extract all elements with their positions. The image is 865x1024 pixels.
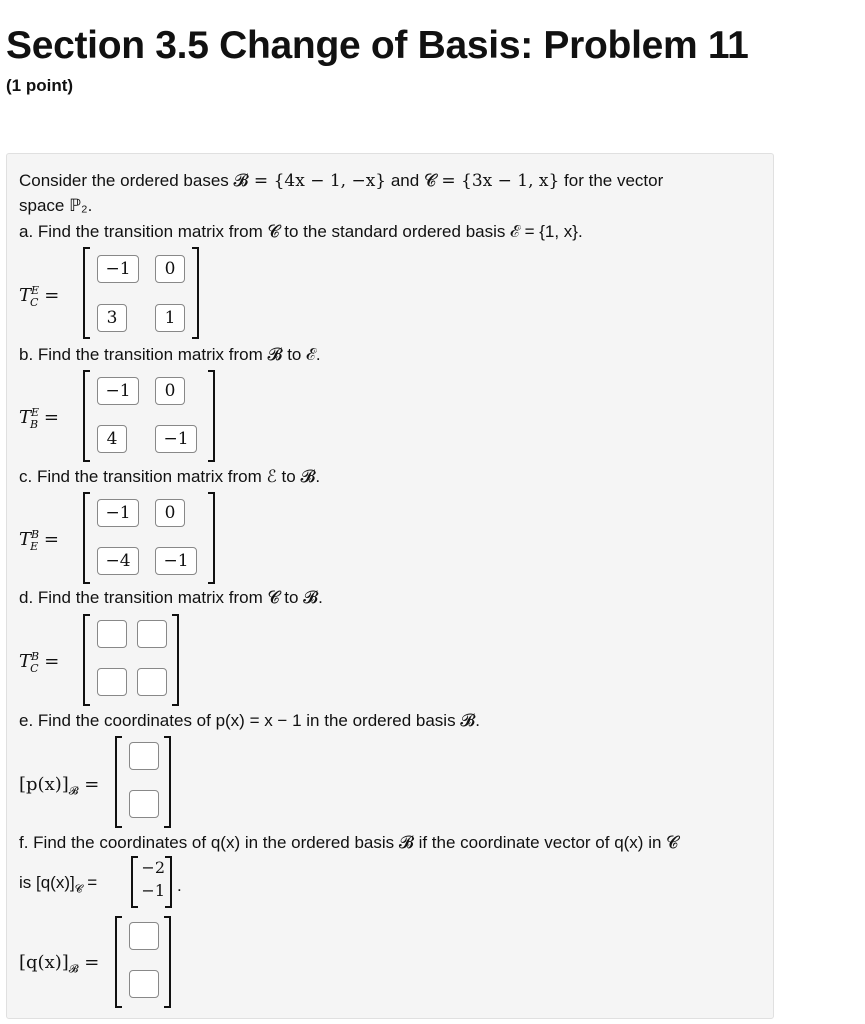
part-a-bracket-right [192, 247, 199, 339]
part-f-given-value-1: −2 [141, 858, 165, 877]
part-f-label: $[q(x)]_𝓑$ = [19, 952, 100, 976]
part-d-label-sup: B [31, 650, 40, 663]
page-title: Section 3.5 Change of Basis: Problem 11 [6, 24, 749, 67]
part-a-cell-21[interactable]: 3 [97, 304, 127, 332]
part-e-label-sub: 𝓑 [68, 784, 79, 798]
part-e-label: $[p(x)]_𝓑$ = [19, 774, 100, 798]
part-f-label-main: [q(x)] [19, 952, 69, 973]
part-c-label-sup: B [31, 528, 40, 541]
part-c-cell-12[interactable]: 0 [155, 499, 185, 527]
part-f-prompt: f. Find the coordinates of q(x) in the ordered basis 𝓑 if the coordinate vector of q(x) in 𝓒 [19, 833, 679, 852]
part-b-bracket-left [83, 370, 90, 462]
part-b-label-sub: B [30, 417, 39, 431]
part-c-cell-22[interactable]: −1 [155, 547, 197, 575]
part-d-cell-21[interactable] [97, 668, 127, 696]
part-b-label-t: T [19, 407, 32, 428]
part-a-bracket-left [83, 247, 90, 339]
part-b-prompt: b. Find the transition matrix from 𝓑 to ℰ. [19, 345, 321, 364]
part-b-cell-22[interactable]: −1 [155, 425, 197, 453]
part-a-label-sup: E [31, 284, 40, 297]
part-d-label-sub: C [30, 661, 39, 675]
part-f-given-bracket-right [165, 856, 172, 908]
part-d-bracket-left [83, 614, 90, 706]
basis-c-def: 𝓒 = {3x − 1, x} [423, 171, 560, 191]
points-label: (1 point) [6, 76, 74, 95]
part-f-bracket-right [164, 916, 171, 1008]
part-b-cell-11[interactable]: −1 [97, 377, 139, 405]
part-a-label: $T^E_C$ = [19, 284, 60, 309]
part-d-cell-11[interactable] [97, 620, 127, 648]
part-e-prompt: e. Find the coordinates of p(x) = x − 1 in the ordered basis 𝓑. [19, 711, 481, 730]
part-f-cell-1[interactable] [129, 922, 159, 950]
part-c-label: $T^B_E$ = [19, 528, 59, 553]
part-a-label-t: T [19, 285, 32, 306]
part-d-label: $T^B_C$ = [19, 650, 60, 675]
part-b-label: $T^E_B$ = [19, 406, 59, 431]
part-e-bracket-left [115, 736, 122, 828]
part-e-label-main: [p(x)] [19, 774, 69, 795]
part-e-cell-2[interactable] [129, 790, 159, 818]
part-a-cell-12[interactable]: 0 [155, 255, 185, 283]
part-c-bracket-right [208, 492, 215, 584]
part-c-label-t: T [19, 529, 32, 550]
part-e-bracket-right [164, 736, 171, 828]
part-b-label-sup: E [31, 406, 40, 419]
part-c-prompt: c. Find the transition matrix from ℰ to 𝓑. [19, 467, 321, 486]
part-a-prompt: a. Find the transition matrix from 𝓒 to the standard ordered basis ℰ = {1, x}. [19, 222, 583, 241]
part-b-bracket-right [208, 370, 215, 462]
basis-b-def: 𝓑 = {4x − 1, −x} [233, 171, 387, 191]
part-f-given-value-2: −1 [141, 881, 165, 900]
part-c-cell-21[interactable]: −4 [97, 547, 139, 575]
part-e-cell-1[interactable] [129, 742, 159, 770]
part-d-prompt: d. Find the transition matrix from 𝓒 to 𝓑. [19, 588, 323, 607]
part-b-cell-21[interactable]: 4 [97, 425, 127, 453]
part-f-given: is $[q(x)]_𝓒$ = [19, 873, 98, 896]
part-b-cell-12[interactable]: 0 [155, 377, 185, 405]
intro-line-1 [19, 170, 663, 192]
part-d-cell-22[interactable] [137, 668, 167, 696]
intro-text-a: Consider the ordered bases [19, 171, 234, 190]
part-d-cell-12[interactable] [137, 620, 167, 648]
part-f-cell-2[interactable] [129, 970, 159, 998]
part-a-cell-11[interactable]: −1 [97, 255, 139, 283]
problem-panel [6, 153, 774, 1019]
part-f-given-period: . [177, 876, 182, 895]
part-c-bracket-left [83, 492, 90, 584]
part-d-bracket-right [172, 614, 179, 706]
intro-line-2: space ℙ₂. [19, 196, 93, 215]
part-a-cell-22[interactable]: 1 [155, 304, 185, 332]
part-a-label-sub: C [30, 295, 39, 309]
part-d-label-t: T [19, 651, 32, 672]
part-f-given-prefix: is [q(x)] [19, 873, 75, 892]
intro-text-b: and [386, 171, 424, 190]
part-f-bracket-left [115, 916, 122, 1008]
part-f-label-sub: 𝓑 [68, 962, 79, 976]
part-c-cell-11[interactable]: −1 [97, 499, 139, 527]
part-c-label-sub: E [30, 539, 39, 553]
intro-text-c: for the vector [559, 171, 664, 190]
part-f-given-sub: 𝓒 [74, 883, 83, 896]
